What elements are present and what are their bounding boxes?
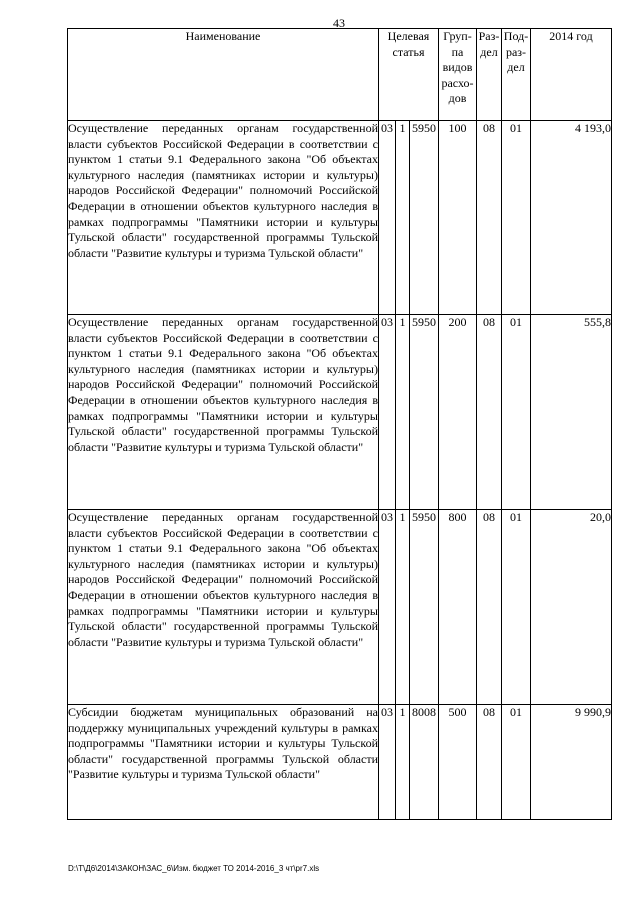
budget-table [67,28,612,820]
header-expense-group: Груп-па видов расхо-дов [439,29,477,121]
row-expense-group: 800 [439,510,477,705]
row-target-part1: 03 [379,315,396,510]
row-amount: 9 990,9 [531,705,612,820]
row-name: Осуществление переданных органам государственной власти субъектов Российской Федерации в соответствии с пунктом 1 статьи 9.1 Федерального закона "Об объектах культурного наследия (памятниках истории и культуры) народов Российской Федерации" полномочий Российской Федерации в отношении объектов культурного наследия в рамках подпрограммы "Памятники истории и культуры Тульской области" государственной программы Тульской области "Развитие культуры и туризма Тульской области" [68,510,379,705]
row-target-part3: 5950 [410,121,439,315]
row-target-part3: 5950 [410,510,439,705]
row-section: 08 [477,315,502,510]
page-number: 43 [333,16,345,30]
row-target-part2: 1 [396,121,410,315]
row-name: Осуществление переданных органам государственной власти субъектов Российской Федерации в соответствии с пунктом 1 статьи 9.1 Федерального закона "Об объектах культурного наследия (памятниках истории и культуры) народов Российской Федерации" полномочий Российской Федерации в отношении объектов культурного наследия в рамках подпрограммы "Памятники истории и культуры Тульской области" государственной программы Тульской области "Развитие культуры и туризма Тульской области" [68,121,379,315]
header-section: Раз-дел [477,29,502,121]
header-target-article: Целевая статья [379,29,439,121]
row-expense-group: 100 [439,121,477,315]
table-row [68,510,612,705]
row-target-part2: 1 [396,315,410,510]
row-target-part3: 8008 [410,705,439,820]
row-expense-group: 500 [439,705,477,820]
row-amount: 4 193,0 [531,121,612,315]
file-path-footer: D:\Т\Д6\2014\ЗАКОН\ЗАС_6\Изм. бюджет ТО 2014-2016_3 чт\pr7.xls [68,864,320,873]
row-name: Осуществление переданных органам государственной власти субъектов Российской Федерации в соответствии с пунктом 1 статьи 9.1 Федерального закона "Об объектах культурного наследия (памятниках истории и культуры) народов Российской Федерации" полномочий Российской Федерации в отношении объектов культурного наследия в рамках подпрограммы "Памятники истории и культуры Тульской области" государственной программы Тульской области "Развитие культуры и туризма Тульской области" [68,315,379,510]
row-section: 08 [477,121,502,315]
row-subsection: 01 [502,705,531,820]
row-target-part1: 03 [379,121,396,315]
row-expense-group: 200 [439,315,477,510]
row-amount: 555,8 [531,315,612,510]
row-target-part2: 1 [396,510,410,705]
row-target-part1: 03 [379,510,396,705]
header-name: Наименование [68,29,379,121]
row-target-part3: 5950 [410,315,439,510]
table-row [68,705,612,820]
row-target-part1: 03 [379,705,396,820]
row-amount: 20,0 [531,510,612,705]
row-section: 08 [477,705,502,820]
row-section: 08 [477,510,502,705]
row-subsection: 01 [502,315,531,510]
table-header-row [68,29,612,121]
table-row [68,315,612,510]
table-row [68,121,612,315]
row-target-part2: 1 [396,705,410,820]
row-name: Субсидии бюджетам муниципальных образований на поддержку муниципальных учреждений культуры в рамках подпрограммы "Памятники истории и культуры Тульской области" государственной программы Тульской области "Развитие культуры и туризма Тульской области" [68,705,379,820]
header-year-2014: 2014 год [531,29,612,121]
header-subsection: Под-раз-дел [502,29,531,121]
row-subsection: 01 [502,121,531,315]
row-subsection: 01 [502,510,531,705]
